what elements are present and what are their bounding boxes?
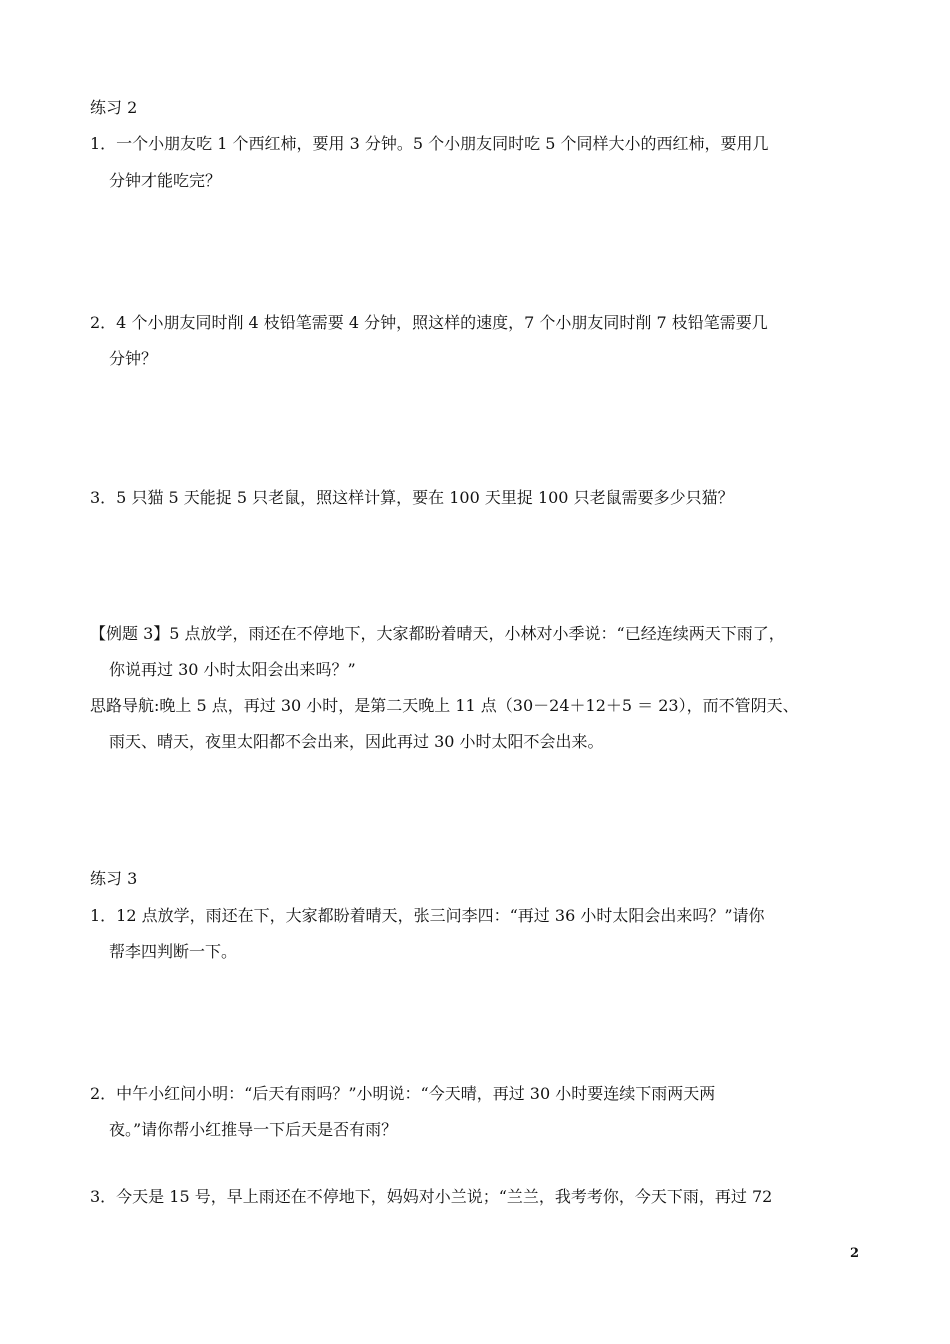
practice3-q1-line1: 1．12 点放学，雨还在下，大家都盼着晴天，张三问李四：“再过 36 小时太阳会出来吗？”请你 — [90, 906, 765, 925]
practice2-title: 练习 2 — [90, 98, 138, 117]
practice2-q1-line1: 1．一个小朋友吃 1 个西红柿，要用 3 分钟。5 个小朋友同时吃 5 个同样大小的西红柿，要用几 — [90, 134, 769, 153]
practice2-q3-line1: 3．5 只猫 5 天能捉 5 只老鼠，照这样计算，要在 100 天里捉 100 只老鼠需要多少只猫？ — [90, 488, 734, 507]
practice2-q2-line2: 分钟？ — [109, 349, 158, 368]
practice2-q1-line2: 分钟才能吃完？ — [109, 171, 222, 190]
example3-line1: 【例题 3】5 点放学，雨还在不停地下，大家都盼着晴天，小林对小季说：“已经连续两天下雨了， — [90, 624, 785, 643]
practice3-q2-line1: 2．中午小红问小明：“后天有雨吗？”小明说：“今天晴，再过 30 小时要连续下雨两天两 — [90, 1084, 716, 1103]
practice3-q3-line1: 3．今天是 15 号，早上雨还在不停地下，妈妈对小兰说；“兰兰，我考考你，今天下雨，再过 72 — [90, 1187, 773, 1206]
practice3-q2-line2: 夜。”请你帮小红推导一下后天是否有雨？ — [109, 1120, 398, 1139]
example3-hint-line2: 雨天、晴天，夜里太阳都不会出来，因此再过 30 小时太阳不会出来。 — [109, 732, 604, 751]
example3-line2: 你说再过 30 小时太阳会出来吗？” — [109, 660, 356, 679]
example3-hint-line1: 思路导航:晚上 5 点，再过 30 小时，是第二天晚上 11 点（30－24＋12＋5 ＝ 23），而不管阴天、 — [90, 696, 799, 715]
practice3-title: 练习 3 — [90, 869, 138, 888]
practice3-q1-line2: 帮李四判断一下。 — [109, 942, 238, 961]
page-number: 2 — [849, 1246, 859, 1261]
practice2-q2-line1: 2．4 个小朋友同时削 4 枝铅笔需要 4 分钟，照这样的速度，7 个小朋友同时削 7 枝铅笔需要几 — [90, 313, 768, 332]
